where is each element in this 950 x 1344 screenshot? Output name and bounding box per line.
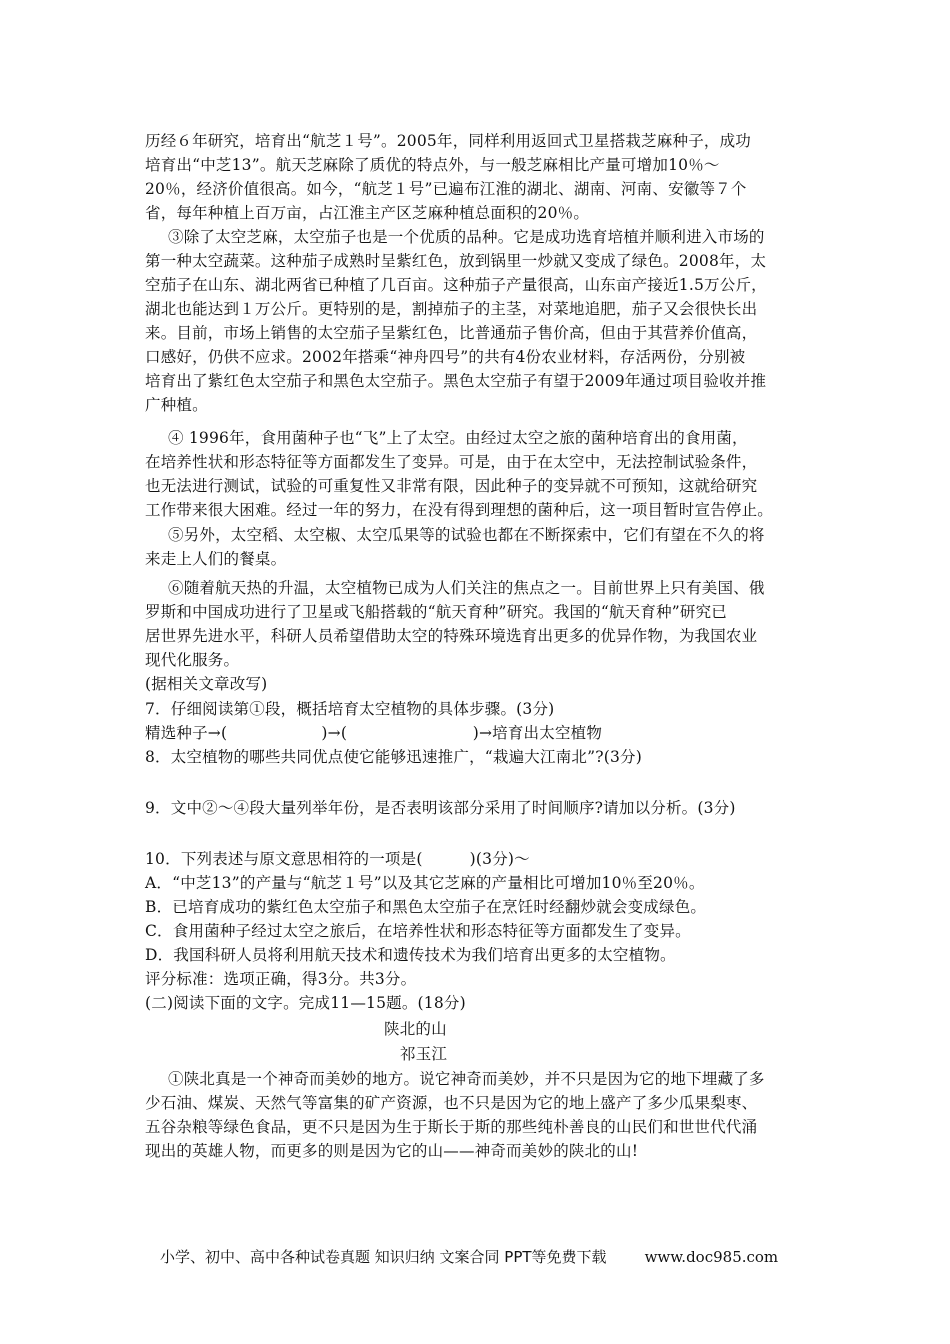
text-line: 居世界先进水平，科研人员希望借助太空的特殊环境选育出更多的优异作物，为我国农业 — [145, 627, 758, 645]
text-line: 来。目前，市场上销售的太空茄子呈紫红色，比普通茄子售价高，但由于其营养价值高， — [145, 324, 758, 342]
text-line: 口感好，仍供不应求。2002年搭乘“神舟四号”的共有4份农业材料，存活两份，分别被 — [145, 348, 746, 366]
article-paragraph-1-start: ①陕北真是一个神奇而美妙的地方。说它神奇而美妙，并不只是因为它的地下埋藏了多 — [168, 1070, 765, 1088]
article-author: 祁玉江 — [400, 1045, 448, 1063]
option-d: D．我国科研人员将利用航天技术和遗传技术为我们培育出更多的太空植物。 — [145, 946, 676, 964]
page-footer — [160, 1247, 778, 1267]
text-line: 历经６年研究，培育出“航芝１号”。2005年，同样利用返回式卫星搭栽芝麻种子，成功 — [145, 132, 751, 150]
text-line: 省，每年种植上百万亩，占江淮主产区芝麻种植总面积的20％。 — [145, 204, 590, 222]
text-line: 第一种太空蔬菜。这种茄子成熟时呈紫红色，放到锅里一炒就又变成了绿色。2008年，太 — [145, 252, 767, 270]
paragraph-4-start: ④ 1996年，食用菌种子也“飞”上了太空。由经过太空之旅的菌种培育出的食用菌， — [168, 429, 748, 447]
option-b: B．已培育成功的紫红色太空茄子和黑色太空茄子在烹饪时经翻炒就会变成绿色。 — [145, 898, 707, 916]
paragraph-5-start: ⑤另外，太空稻、太空椒、太空瓜果等的试验也都在不断探索中，它们有望在不久的将 — [168, 526, 765, 544]
question-8: 8．太空植物的哪些共同优点使它能够迅速推广，“栽遍大江南北”?(3分) — [145, 748, 642, 766]
option-c: C．食用菌种子经过太空之旅后，在培养性状和形态特征等方面都发生了变异。 — [145, 922, 691, 940]
text-line: 空茄子在山东、湖北两省已种植了几百亩。这种茄子产量很高，山东亩产接近1.5万公斤， — [145, 276, 767, 294]
text-line: 来走上人们的餐桌。 — [145, 550, 287, 568]
option-a: A．“中芝13”的产量与“航芝１号”以及其它芝麻的产量相比可增加10％至20％。 — [145, 874, 705, 892]
text-line: 五谷杂粮等绿色食品，更不只是因为生于斯长于斯的那些纯朴善良的山民们和世世代代涌 — [145, 1118, 758, 1136]
question-7-blanks: 精选种子→( )→( )→培育出太空植物 — [145, 724, 603, 742]
text-line: 工作带来很大困难。经过一年的努力，在没有得到理想的菌种后，这一项目暂时宣告停止。 — [145, 501, 774, 519]
text-line: 少石油、煤炭、天然气等富集的矿产资源，也不只是因为它的地上盛产了多少瓜果梨枣、 — [145, 1094, 758, 1112]
article-title: 陕北的山 — [384, 1020, 447, 1038]
footer-text: 小学、初中、高中各种试卷真题 知识归纳 文案合同 PPT等免费下载 — [160, 1248, 607, 1266]
source-note: (据相关文章改写) — [145, 675, 268, 693]
text-line: 培育出了紫红色太空茄子和黑色太空茄子。黑色太空茄子有望于2009年通过项目验收并推 — [145, 372, 767, 390]
text-line: 也无法进行测试，试验的可重复性又非常有限，因此种子的变异就不可预知，这就给研究 — [145, 477, 758, 495]
text-line: 在培养性状和形态特征等方面都发生了变异。可是，由于在太空中，无法控制试验条件， — [145, 453, 758, 471]
question-10: 10．下列表述与原文意思相符的一项是( )(3分)～ — [145, 850, 530, 868]
question-7: 7．仔细阅读第①段，概括培育太空植物的具体步骤。(3分) — [145, 700, 555, 718]
section-two-heading: (二)阅读下面的文字。完成11—15题。(18分) — [145, 994, 466, 1012]
footer-url[interactable]: www.doc985.com — [644, 1248, 779, 1266]
paragraph-3-start: ③除了太空芝麻，太空茄子也是一个优质的品种。它是成功选育培植并顺利进入市场的 — [168, 228, 765, 246]
text-line: 广种植。 — [145, 396, 208, 414]
text-line: 现出的英雄人物，而更多的则是因为它的山——神奇而美妙的陕北的山! — [145, 1142, 639, 1160]
text-line: 培育出“中芝13”。航天芝麻除了质优的特点外，与一般芝麻相比产量可增加10％～ — [145, 156, 720, 174]
question-9: 9．文中②～④段大量列举年份，是否表明该部分采用了时间顺序?请加以分析。(3分) — [145, 799, 736, 817]
paragraph-6-start: ⑥随着航天热的升温，太空植物已成为人们关注的焦点之一。目前世界上只有美国、俄 — [168, 579, 765, 597]
scoring-standard: 评分标准：选项正确，得3分。共3分。 — [145, 970, 417, 988]
text-line: 20％，经济价值很高。如今，“航芝１号”已遍布江淮的湖北、湖南、河南、安徽等７个 — [145, 180, 747, 198]
text-line: 湖北也能达到１万公斤。更特别的是，割掉茄子的主茎，对菜地追肥，茄子又会很快长出 — [145, 300, 758, 318]
text-line: 罗斯和中国成功进行了卫星或飞船搭载的“航天育种”研究。我国的“航天育种”研究已 — [145, 603, 727, 621]
text-line: 现代化服务。 — [145, 651, 240, 669]
